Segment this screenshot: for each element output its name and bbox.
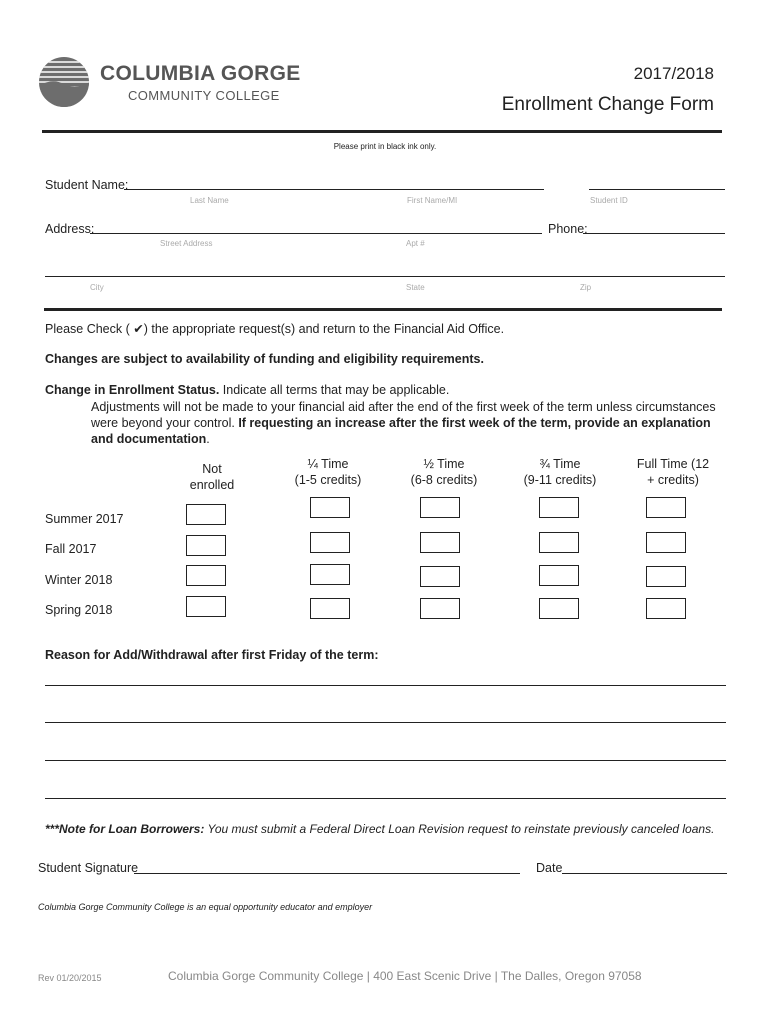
date-field[interactable]	[562, 873, 727, 874]
checkbox-summer-quarter-time[interactable]	[310, 497, 350, 518]
checkbox-spring-not-enrolled[interactable]	[186, 596, 226, 617]
col-header-half-time: ½ Time (6-8 credits)	[410, 457, 478, 487]
col-header-quarter-time: ¼ Time (1-5 credits)	[294, 457, 362, 487]
col-header-three-quarter-time: ¾ Time (9-11 credits)	[523, 457, 597, 487]
term-label-winter-2018: Winter 2018	[45, 573, 113, 587]
status-text: Indicate all terms that may be applicable.	[219, 383, 450, 397]
signature-label: Student Signature	[38, 861, 139, 875]
col-header-full-time: Full Time (12 + credits)	[636, 457, 710, 487]
term-label-spring-2018: Spring 2018	[45, 603, 113, 617]
apt-caption: Apt #	[406, 239, 425, 248]
adjust-text: Adjustments will not be made to your financial aid after the end of the first week of the term unless circumstances were beyond your control.	[91, 400, 716, 430]
college-logo	[38, 56, 90, 108]
reason-line-2[interactable]	[45, 722, 726, 723]
checkbox-fall-half-time[interactable]	[420, 532, 460, 553]
address-field[interactable]	[90, 233, 542, 234]
footer-address: Columbia Gorge Community College | 400 East Scenic Drive | The Dalles, Oregon 97058	[168, 969, 642, 983]
reason-line-1[interactable]	[45, 685, 726, 686]
logo-emblem-icon	[38, 56, 90, 108]
student-id-field[interactable]	[589, 189, 725, 190]
checkbox-spring-half-time[interactable]	[420, 598, 460, 619]
student-name-field[interactable]	[124, 189, 544, 190]
form-year: 2017/2018	[633, 64, 714, 83]
checkbox-winter-three-quarter-time[interactable]	[539, 565, 579, 586]
checkbox-fall-quarter-time[interactable]	[310, 532, 350, 553]
checkbox-winter-quarter-time[interactable]	[310, 564, 350, 585]
funding-note: Changes are subject to availability of funding and eligibility requirements.	[45, 352, 484, 366]
reason-line-3[interactable]	[45, 760, 726, 761]
city-caption: City	[90, 283, 104, 292]
checkbox-winter-full-time[interactable]	[646, 566, 686, 587]
zip-caption: Zip	[580, 283, 592, 292]
form-title: Enrollment Change Form	[501, 94, 714, 115]
section-rule	[44, 308, 722, 311]
first-name-caption: First Name/MI	[407, 196, 458, 205]
header-rule	[42, 130, 722, 133]
checkbox-summer-half-time[interactable]	[420, 497, 460, 518]
adjust-bold: If requesting an increase after the first week of the term, provide an explanation and documentation	[91, 416, 711, 446]
adjust-end: .	[206, 432, 210, 446]
ink-instruction: Please print in black ink only.	[333, 142, 437, 151]
state-caption: State	[406, 283, 425, 292]
loan-note-text: You must submit a Federal Direct Loan Revision request to reinstate previously canceled loans.	[204, 822, 715, 836]
street-caption: Street Address	[160, 239, 213, 248]
checkbox-winter-half-time[interactable]	[420, 566, 460, 587]
term-label-summer-2017: Summer 2017	[45, 512, 124, 526]
phone-label: Phone:	[548, 222, 588, 236]
checkbox-spring-quarter-time[interactable]	[310, 598, 350, 619]
term-label-fall-2017: Fall 2017	[45, 542, 97, 556]
checkbox-summer-three-quarter-time[interactable]	[539, 497, 579, 518]
col-header-not-enrolled: Not enrolled	[189, 462, 235, 492]
reason-line-4[interactable]	[45, 798, 726, 799]
enrollment-status-heading	[45, 383, 449, 397]
reason-label: Reason for Add/Withdrawal after first Friday of the term:	[45, 648, 379, 662]
loan-borrower-note	[45, 822, 714, 836]
revision-date: Rev 01/20/2015	[38, 973, 102, 983]
college-subname: COMMUNITY COLLEGE	[128, 88, 280, 103]
college-name: COLUMBIA GORGE	[100, 62, 301, 85]
checkbox-fall-full-time[interactable]	[646, 532, 686, 553]
student-id-caption: Student ID	[590, 196, 628, 205]
checkbox-spring-three-quarter-time[interactable]	[539, 598, 579, 619]
status-title: Change in Enrollment Status.	[45, 383, 220, 397]
checkbox-summer-not-enrolled[interactable]	[186, 504, 226, 525]
checkbox-summer-full-time[interactable]	[646, 497, 686, 518]
adjustment-paragraph	[91, 399, 716, 447]
checkbox-fall-three-quarter-time[interactable]	[539, 532, 579, 553]
last-name-caption: Last Name	[190, 196, 229, 205]
signature-field[interactable]	[134, 873, 520, 874]
student-name-label: Student Name:	[45, 178, 129, 192]
address-label: Address:	[45, 222, 95, 236]
loan-note-bold: ***Note for Loan Borrowers:	[45, 822, 205, 836]
checkbox-fall-not-enrolled[interactable]	[186, 535, 226, 556]
date-label: Date	[536, 861, 563, 875]
equal-opportunity-statement: Columbia Gorge Community College is an equal opportunity educator and employer	[38, 902, 373, 912]
checkbox-spring-full-time[interactable]	[646, 598, 686, 619]
check-instruction: Please Check ( ✔) the appropriate request(s) and return to the Financial Aid Office.	[45, 322, 505, 336]
checkbox-winter-not-enrolled[interactable]	[186, 565, 226, 586]
city-state-zip-field[interactable]	[45, 276, 725, 277]
phone-field[interactable]	[583, 233, 725, 234]
